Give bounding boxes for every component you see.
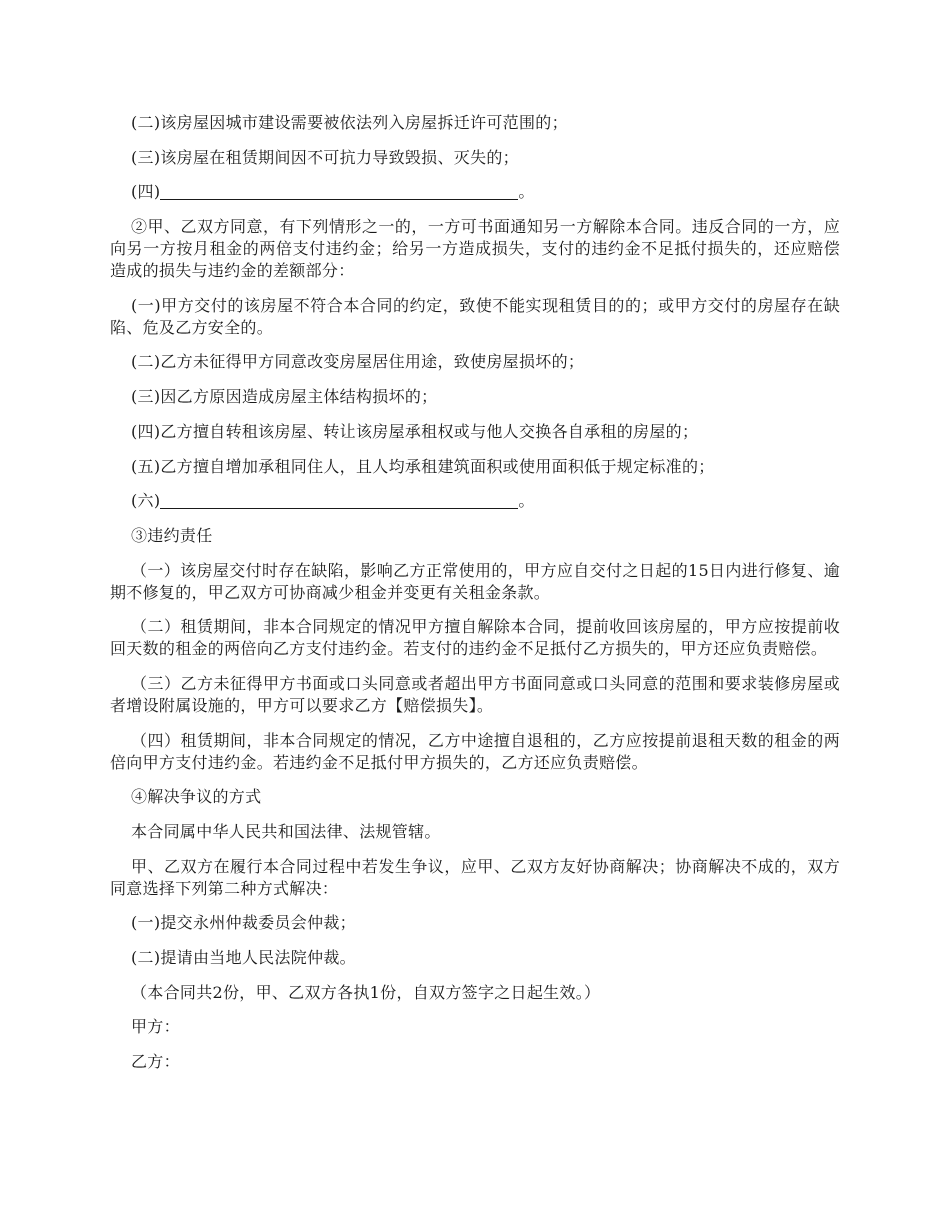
paragraph: （本合同共2份，甲、乙双方各执1份，自双方签字之日起生效。） xyxy=(131,982,601,1002)
paragraph: (二)乙方未征得甲方同意改变房屋居住用途，致使房屋损坏的； xyxy=(131,352,585,372)
paragraph: (三)因乙方原因造成房屋主体结构损坏的； xyxy=(131,387,438,407)
blank-line-paragraph xyxy=(110,181,840,203)
signature-line-party-b: 乙方： xyxy=(131,1052,180,1072)
paragraph: (二)提请由当地人民法院仲裁。 xyxy=(131,948,356,968)
paragraph: （一）该房屋交付时存在缺陷，影响乙方正常使用的，甲方应自交付之日起的15日内进行修复、逾期不修复的，甲乙双方可协商减少租金并变更有关租金条款。 xyxy=(110,560,840,602)
paragraph: 本合同属中华人民共和国法律、法规管辖。 xyxy=(131,822,441,841)
paragraph: （二）租赁期间，非本合同规定的情况甲方擅自解除本合同，提前收回该房屋的，甲方应按提前收回天数的租金的两倍向乙方支付违约金。若支付的违约金不足抵付乙方损失的，甲方还应负责赔偿。 xyxy=(110,617,840,659)
fill-in-blank xyxy=(160,183,518,200)
blank-suffix: 。 xyxy=(518,491,535,511)
paragraph: （三）乙方未征得甲方书面或口头同意或者超出甲方书面同意或口头同意的范围和要求装修房屋或者增设附属设施的，甲方可以要求乙方【赔偿损失】。 xyxy=(110,673,840,715)
blank-prefix: (六) xyxy=(131,491,161,511)
paragraph: (一)甲方交付的该房屋不符合本合同的约定，致使不能实现租赁目的的；或甲方交付的房屋存在缺陷、危及乙方安全的。 xyxy=(110,295,840,337)
paragraph: (一)提交永州仲裁委员会仲裁； xyxy=(131,913,356,933)
blank-suffix: 。 xyxy=(518,182,535,202)
signature-line-party-a: 甲方： xyxy=(131,1017,180,1037)
paragraph: (三)该房屋在租赁期间因不可抗力导致毁损、灭失的； xyxy=(131,147,519,167)
section-heading: ③违约责任 xyxy=(131,525,213,545)
fill-in-blank xyxy=(160,492,518,509)
paragraph: (五)乙方擅自增加承租同住人，且人均承租建筑面积或使用面积低于规定标准的； xyxy=(131,456,715,476)
document-body xyxy=(110,112,840,1086)
paragraph: (二)该房屋因城市建设需要被依法列入房屋拆迁许可范围的； xyxy=(131,113,568,132)
blank-line-paragraph xyxy=(110,490,840,512)
paragraph: （四）租赁期间，非本合同规定的情况，乙方中途擅自退租的，乙方应按提前退租天数的租金的两倍向甲方支付违约金。若违约金不足抵付甲方损失的，乙方还应负责赔偿。 xyxy=(110,730,840,772)
paragraph: 甲、乙双方在履行本合同过程中若发生争议，应甲、乙双方友好协商解决；协商解决不成的，双方同意选择下列第二种方式解决： xyxy=(110,856,840,898)
paragraph: (四)乙方擅自转租该房屋、转让该房屋承租权或与他人交换各自承租的房屋的； xyxy=(131,421,699,441)
section-heading: ④解决争议的方式 xyxy=(131,787,262,807)
paragraph: ②甲、乙双方同意，有下列情形之一的，一方可书面通知另一方解除本合同。违反合同的一方，应向另一方按月租金的两倍支付违约金；给另一方造成损失，支付的违约金不足抵付损失的，还应赔偿造成的损失与违约金的差额部分： xyxy=(110,217,840,281)
blank-prefix: (四) xyxy=(131,182,161,202)
